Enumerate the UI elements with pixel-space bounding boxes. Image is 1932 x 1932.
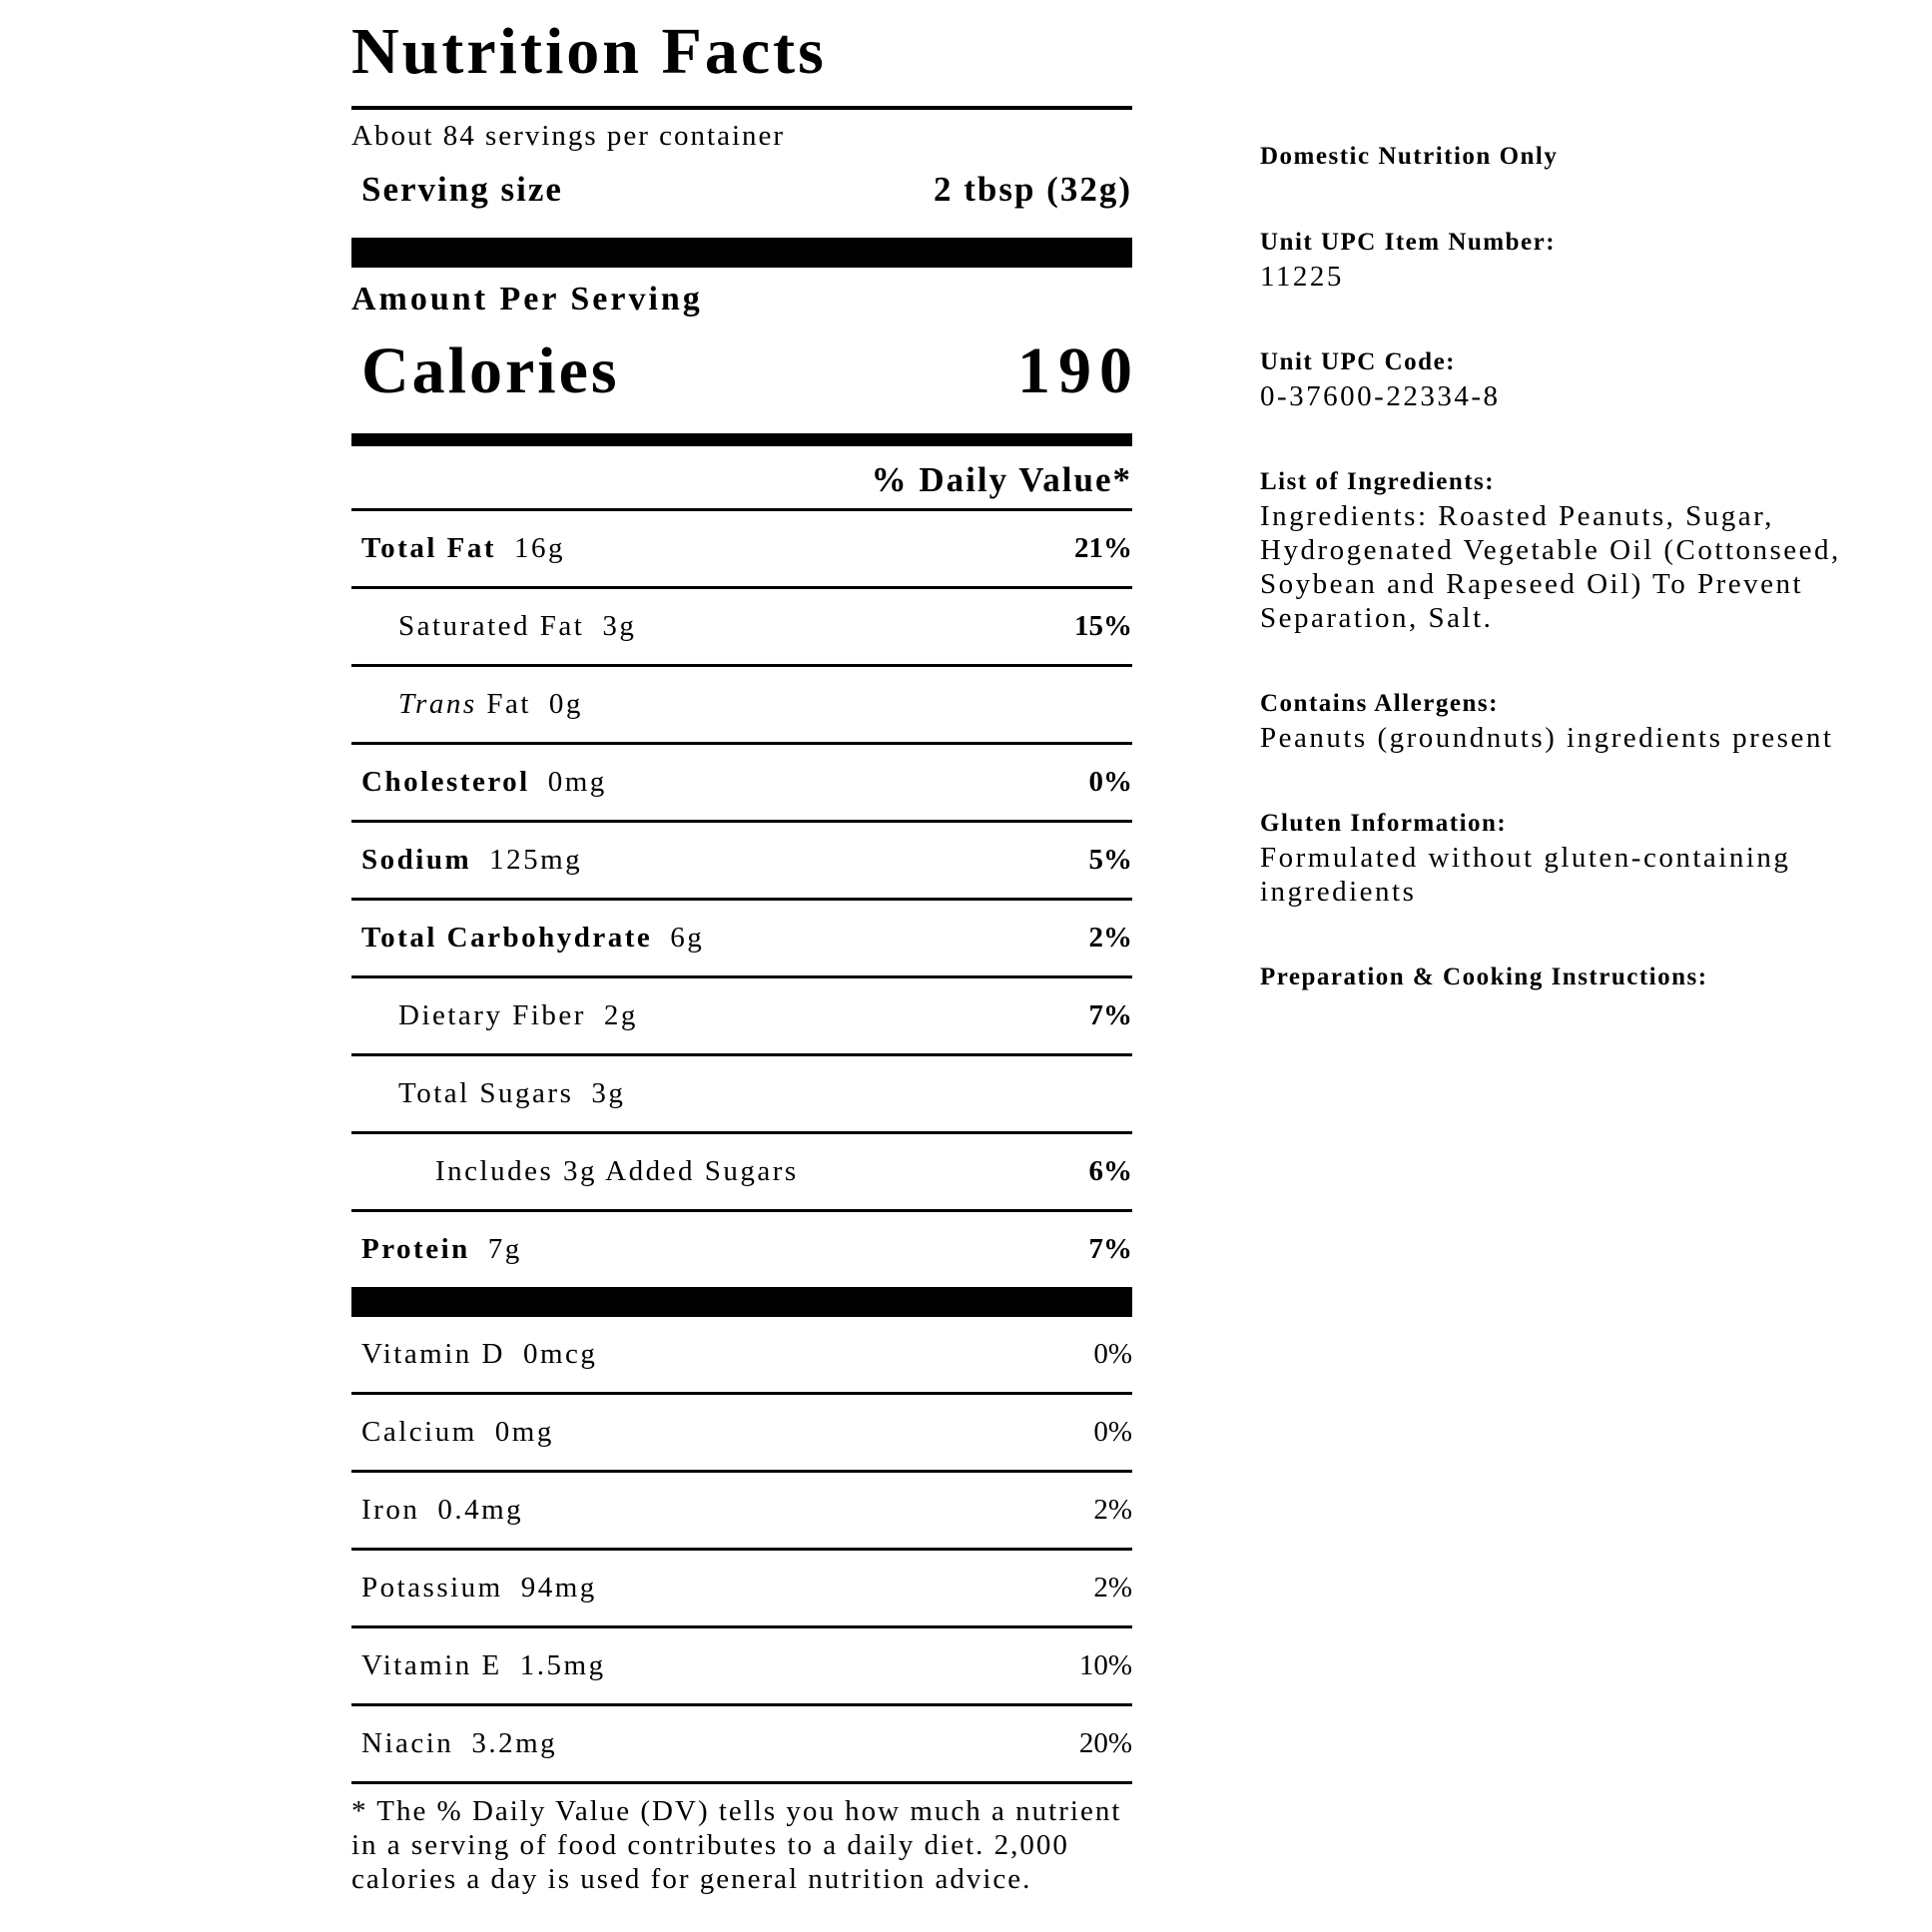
nutrient-row-total-fat bbox=[351, 511, 1132, 589]
product-info-panel bbox=[1260, 140, 1899, 1046]
vitamin-row-vitamin-e bbox=[351, 1628, 1132, 1706]
upc-item-value: 11225 bbox=[1260, 261, 1344, 293]
nutrient-dv: 21% bbox=[1074, 532, 1132, 564]
ingredients-value: Ingredients: Roasted Peanuts, Sugar, Hydrogenated Vegetable Oil (Cottonseed, Soybean and Rapeseed Oil) To Prevent Separation, Salt. bbox=[1260, 500, 1841, 634]
nutrient-amount: 7g bbox=[487, 1233, 522, 1265]
nutrient-amount: 2g bbox=[603, 999, 638, 1031]
nutrient-row-saturated-fat bbox=[351, 589, 1132, 667]
nutrient-row-total-sugars bbox=[351, 1056, 1132, 1134]
nutrient-row-cholesterol bbox=[351, 745, 1132, 823]
serving-size-label: Serving size bbox=[361, 170, 563, 209]
vitamin-name: Iron bbox=[361, 1494, 420, 1526]
nutrient-name: Dietary Fiber bbox=[398, 999, 586, 1031]
gluten-value: Formulated without gluten-containing ingredients bbox=[1260, 842, 1791, 908]
nutrient-amount: 3g bbox=[602, 610, 637, 642]
calories-value: 190 bbox=[1017, 334, 1140, 407]
nutrient-amount: 16g bbox=[514, 532, 566, 564]
vitamin-row-niacin bbox=[351, 1706, 1132, 1784]
thick-divider bbox=[351, 238, 1132, 268]
title-divider bbox=[351, 106, 1132, 110]
vitamin-name: Calcium bbox=[361, 1416, 477, 1448]
vitamin-name: Niacin bbox=[361, 1727, 454, 1759]
preparation-block bbox=[1260, 961, 1899, 994]
upc-item-label: Unit UPC Item Number: bbox=[1260, 229, 1557, 256]
nutrition-facts-label bbox=[351, 10, 1140, 1896]
domestic-block bbox=[1260, 140, 1899, 174]
vitamin-row-potassium bbox=[351, 1551, 1132, 1628]
calories-label: Calories bbox=[361, 334, 620, 407]
nutrient-name: Includes 3g Added Sugars bbox=[435, 1155, 799, 1187]
nutrient-dv: 15% bbox=[1074, 610, 1132, 642]
vitamin-dv: 0% bbox=[1093, 1338, 1132, 1370]
nutrient-name: Total Fat bbox=[361, 532, 497, 564]
nutrient-name-italic: Trans bbox=[398, 688, 477, 720]
nutrient-amount: 0g bbox=[548, 688, 583, 720]
gluten-label: Gluten Information: bbox=[1260, 810, 1508, 837]
calories-row bbox=[351, 333, 1140, 409]
vitamin-dv: 20% bbox=[1078, 1727, 1132, 1759]
thick-divider-vitamins bbox=[351, 1287, 1132, 1317]
vitamin-amount: 3.2mg bbox=[471, 1727, 558, 1759]
ingredients-label: List of Ingredients: bbox=[1260, 468, 1496, 495]
nutrient-dv: 5% bbox=[1088, 844, 1132, 876]
vitamin-row-iron bbox=[351, 1473, 1132, 1551]
label-title: Nutrition Facts bbox=[351, 15, 827, 88]
nutrient-amount: 6g bbox=[670, 922, 705, 954]
vitamin-amount: 0.4mg bbox=[437, 1494, 524, 1526]
vitamin-row-calcium bbox=[351, 1395, 1132, 1473]
upc-item-block bbox=[1260, 226, 1899, 294]
nutrient-amount: 3g bbox=[591, 1077, 626, 1109]
nutrient-name: Sodium bbox=[361, 844, 472, 876]
serving-size-value: 2 tbsp (32g) bbox=[933, 170, 1132, 209]
servings-per-container: About 84 servings per container bbox=[351, 120, 786, 152]
nutrient-dv: 0% bbox=[1088, 766, 1132, 798]
nutrient-row-dietary-fiber bbox=[351, 978, 1132, 1056]
ingredients-block bbox=[1260, 465, 1899, 635]
vitamin-dv: 2% bbox=[1093, 1494, 1132, 1526]
nutrient-dv: 6% bbox=[1088, 1155, 1132, 1187]
daily-value-header: % Daily Value* bbox=[351, 458, 1132, 511]
preparation-label: Preparation & Cooking Instructions: bbox=[1260, 964, 1708, 990]
vitamin-row-vitamin-d bbox=[351, 1317, 1132, 1395]
medium-divider bbox=[351, 433, 1132, 446]
nutrient-dv: 2% bbox=[1088, 922, 1132, 954]
nutrient-name: Cholesterol bbox=[361, 766, 530, 798]
serving-size-row bbox=[351, 168, 1132, 212]
gluten-block bbox=[1260, 807, 1899, 909]
nutrient-dv: 7% bbox=[1088, 999, 1132, 1031]
upc-code-value: 0-37600-22334-8 bbox=[1260, 380, 1501, 412]
vitamin-name: Vitamin D bbox=[361, 1338, 505, 1370]
nutrient-row-total-carbohydrate bbox=[351, 901, 1132, 978]
nutrient-name: Saturated Fat bbox=[398, 610, 585, 642]
vitamin-dv: 0% bbox=[1093, 1416, 1132, 1448]
nutrient-amount: 0mg bbox=[547, 766, 607, 798]
vitamin-dv: 10% bbox=[1078, 1649, 1132, 1681]
nutrient-row-trans-fat bbox=[351, 667, 1132, 745]
vitamin-name: Vitamin E bbox=[361, 1649, 502, 1681]
vitamin-amount: 0mcg bbox=[523, 1338, 598, 1370]
nutrient-row-added-sugars bbox=[351, 1134, 1132, 1212]
nutrient-name: Total Carbohydrate bbox=[361, 922, 653, 954]
nutrient-amount: 125mg bbox=[489, 844, 583, 876]
nutrient-dv: 7% bbox=[1088, 1233, 1132, 1265]
domestic-heading: Domestic Nutrition Only bbox=[1260, 143, 1559, 170]
daily-value-footnote: * The % Daily Value (DV) tells you how much a nutrient in a serving of food contributes to a daily diet. 2,000 calories a day is used for general nutrition advice. bbox=[351, 1795, 1122, 1895]
vitamin-amount: 1.5mg bbox=[519, 1649, 606, 1681]
allergens-label: Contains Allergens: bbox=[1260, 690, 1499, 717]
nutrient-row-sodium bbox=[351, 823, 1132, 901]
nutrient-name: Total Sugars bbox=[398, 1077, 574, 1109]
vitamin-name: Potassium bbox=[361, 1572, 503, 1604]
upc-code-block bbox=[1260, 345, 1899, 413]
upc-code-label: Unit UPC Code: bbox=[1260, 348, 1456, 375]
allergens-block bbox=[1260, 687, 1899, 755]
nutrient-name: Protein bbox=[361, 1233, 470, 1265]
nutrient-name: Fat bbox=[486, 688, 531, 720]
vitamin-amount: 94mg bbox=[520, 1572, 597, 1604]
nutrient-row-protein bbox=[351, 1212, 1132, 1287]
vitamin-dv: 2% bbox=[1093, 1572, 1132, 1604]
allergens-value: Peanuts (groundnuts) ingredients present bbox=[1260, 722, 1834, 754]
amount-per-serving: Amount Per Serving bbox=[351, 281, 703, 318]
vitamin-amount: 0mg bbox=[494, 1416, 554, 1448]
